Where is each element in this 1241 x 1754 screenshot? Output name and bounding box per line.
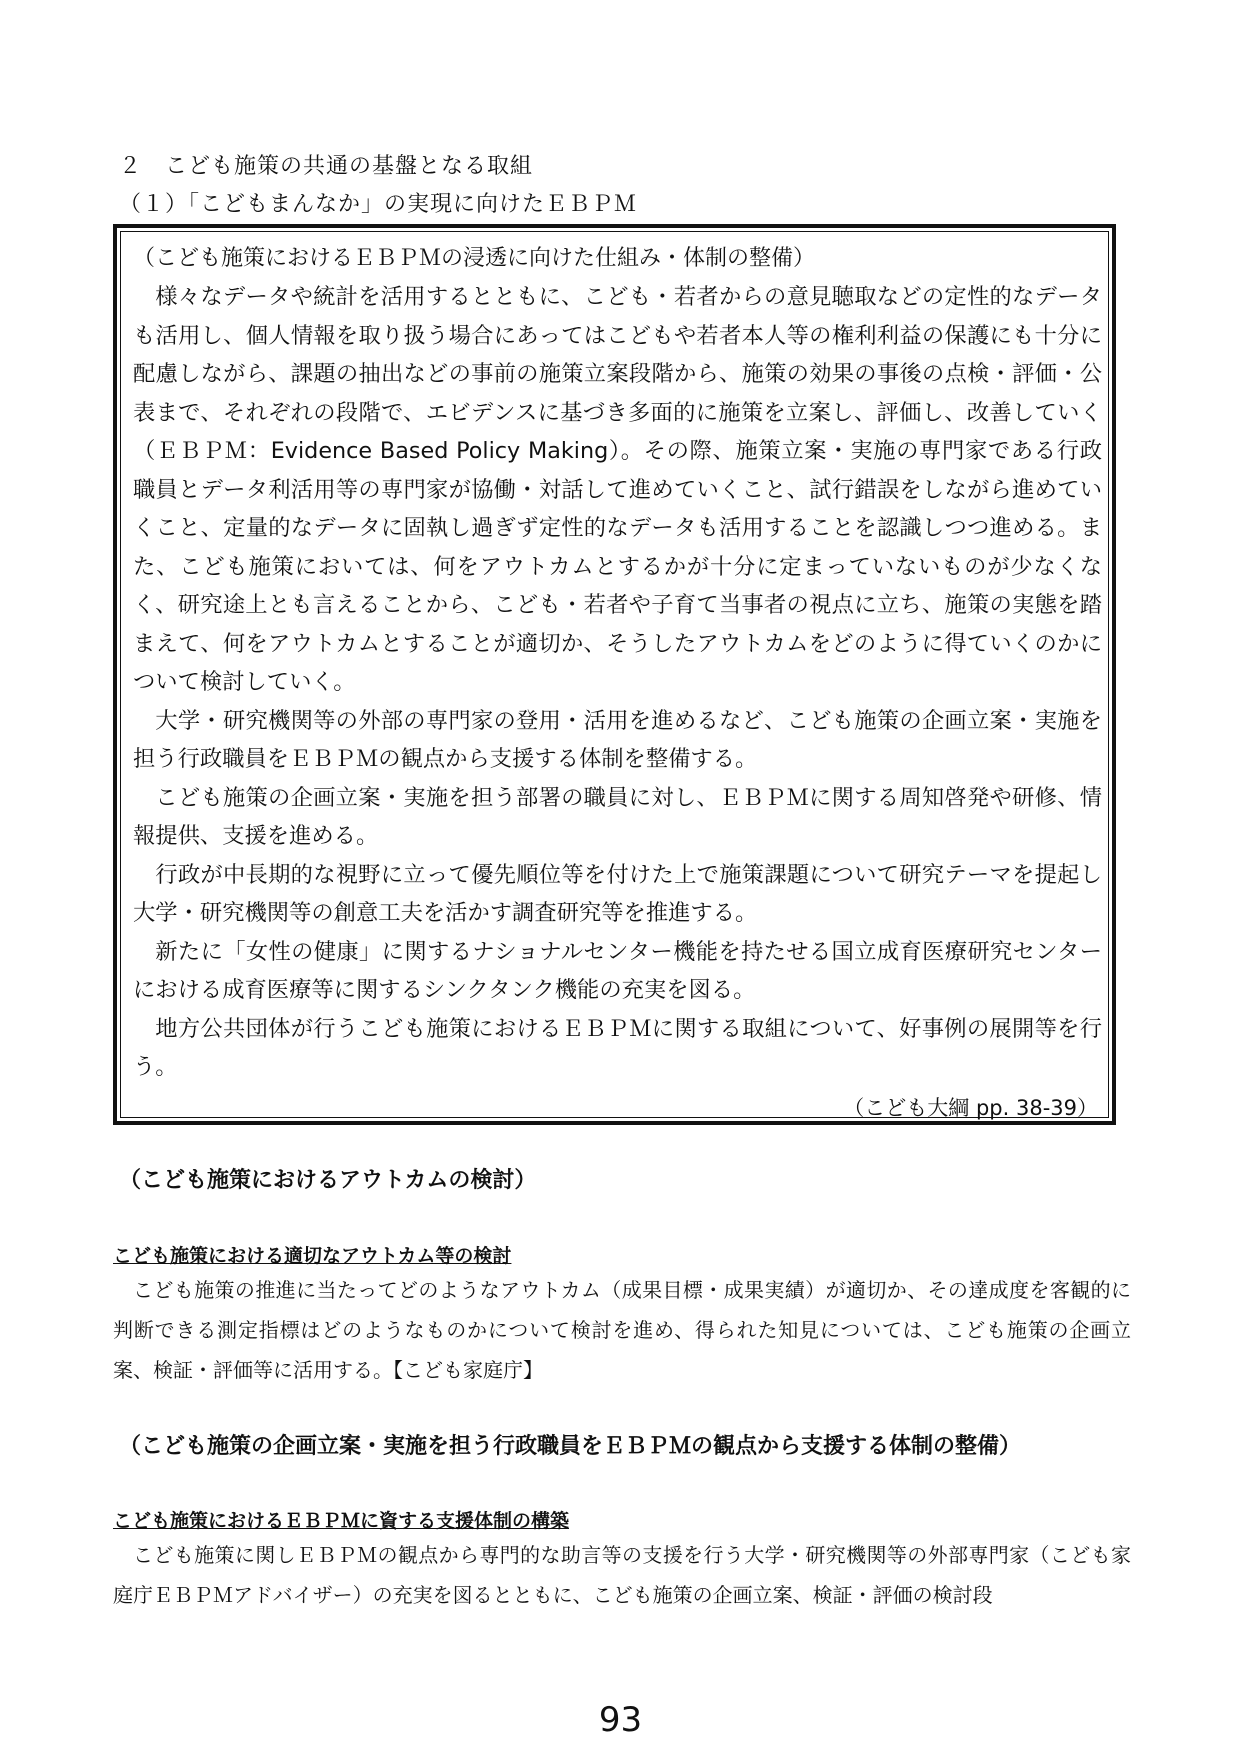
support-body: こども施策に関しＥＢＰＭの観点から専門的な助言等の支援を行う大学・研究機関等の外部専門家（こども家庭庁ＥＢＰＭアドバイザー）の充実を図るとともに、こども施策の企画立案、検証・評価の検討段 (113, 1543, 1131, 1607)
quote-paragraph: 様々なデータや統計を活用するとともに、こども・若者からの意見聴取などの定性的なデータも活用し、個人情報を取り扱う場合にあってはこどもや若者本人等の権利利益の保護にも十分に配慮しながら、課題の抽出などの事前の施策立案段階から、施策の効果の事後の点検・評価・公表まで、それぞれの段階で、エビデンスに基づき多面的に施策を立案し、評価し、改善していく（ＥＢＰＭ：Evidence Based Policy Making）。その際、施策立案・実施の専門家である行政職員とデータ利活用等の専門家が協働・対話して進めていくこと、試行錯誤をしながら進めていくこと、定量的なデータに固執し過ぎず定性的なデータも活用することを認識しつつ進める。また、こども施策においては、何をアウトカムとするかが十分に定まっていないものが少なくなく、研究途上とも言えることから、こども・若者や子育て当事者の視点に立ち、施策の実態を踏まえて、何をアウトカムとすることが適切か、そうしたアウトカムをどのように得ていくのかについて検討していく。 (133, 284, 1102, 695)
quote-paragraph: 大学・研究機関等の外部の専門家の登用・活用を進めるなど、こども施策の企画立案・実施を担う行政職員をＥＢＰＭの観点から支援する体制を整備する。 (133, 707, 1102, 772)
quote-source: （こども大綱 pp. 38-39） (843, 1095, 1098, 1120)
section-heading: ２ こども施策の共通の基盤となる取組 (119, 154, 534, 179)
quote-paragraph: 行政が中長期的な視野に立って優先順位等を付けた上で施策課題について研究テーマを提起し大学・研究機関等の創意工夫を活かす調査研究等を推進する。 (133, 861, 1102, 926)
outcome-body: こども施策の推進に当たってどのようなアウトカム（成果目標・成果実績）が適切か、その達成度を客観的に判断できる測定指標はどのようなものかについて検討を進め、得られた知見については、こども施策の企画立案、検証・評価等に活用する。【こども家庭庁】 (113, 1278, 1131, 1382)
support-heading: （こども施策の企画立案・実施を担う行政職員をＥＢＰＭの観点から支援する体制の整備） (119, 1434, 1022, 1459)
quote-box (113, 224, 1116, 1125)
outcome-heading: （こども施策におけるアウトカムの検討） (119, 1168, 537, 1193)
quote-paragraph: 新たに「女性の健康」に関するナショナルセンター機能を持たせる国立成育医療研究センターにおける成育医療等に関するシンクタンク機能の充実を図る。 (133, 938, 1102, 1003)
outcome-subheading: こども施策における適切なアウトカム等の検討 (113, 1245, 512, 1267)
quote-paragraph: 地方公共団体が行うこども施策におけるＥＢＰＭに関する取組について、好事例の展開等を行う。 (133, 1015, 1102, 1080)
support-subheading: こども施策におけるＥＢＰＭに資する支援体制の構築 (113, 1510, 570, 1532)
page-number: 93 (598, 1700, 643, 1740)
quote-paragraph: こども施策の企画立案・実施を担う部署の職員に対し、ＥＢＰＭに関する周知啓発や研修、情報提供、支援を進める。 (133, 784, 1102, 849)
section-subheading: （１）「こどもまんなか」の実現に向けたＥＢＰＭ (119, 192, 638, 217)
quote-box-title: （こども施策におけるＥＢＰＭの浸透に向けた仕組み・体制の整備） (133, 246, 816, 271)
quote-box-inner (120, 231, 1109, 1118)
